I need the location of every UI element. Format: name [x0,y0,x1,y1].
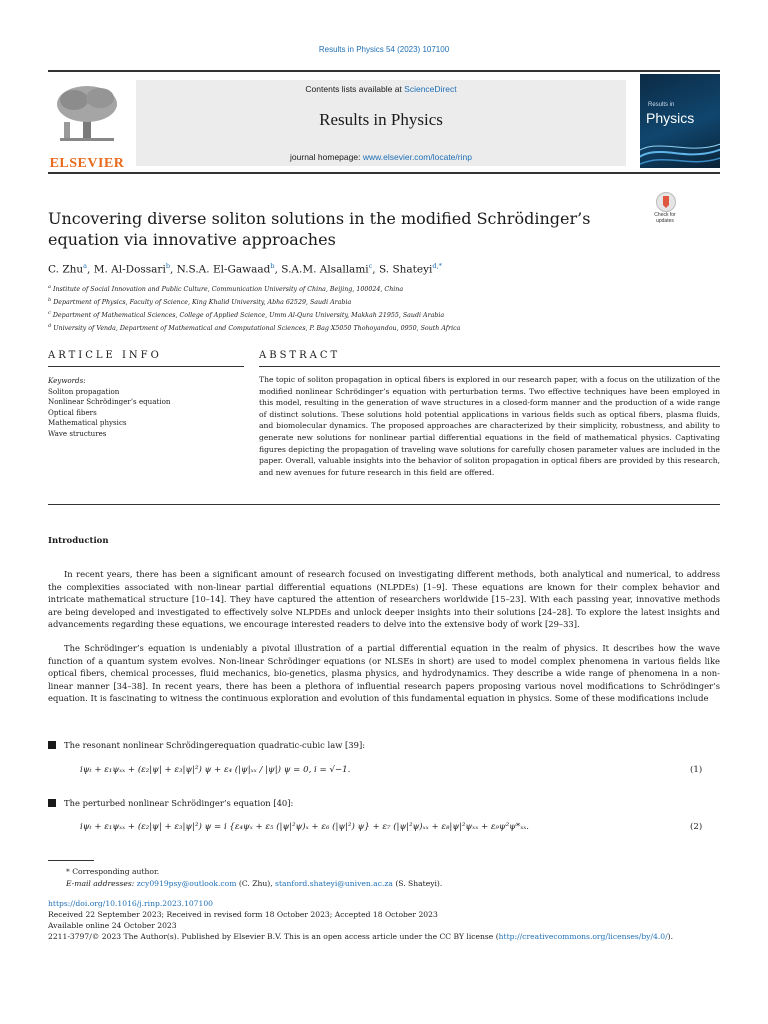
journal-citation-link[interactable]: Results in Physics 54 (2023) 107100 [318,45,450,54]
divider [259,366,720,367]
keyword: Optical fibers [48,407,97,417]
author-affil-marker[interactable]: a [83,262,88,270]
author-name[interactable]: S. Shateyi [378,263,433,276]
publisher-logo-text: ELSEVIER [49,156,125,171]
article-title: Uncovering diverse soliton solutions in the modified Schrödinger’s equation via innovative approaches [48,209,591,249]
keyword: Nonlinear Schrödinger’s equation [48,397,171,406]
abstract-text: The topic of soliton propagation in optical fibers is explored in our research paper, with a focus on the utilization of the modified nonlinear Schrödinger’s equation with perturbation terms. Two effective techniques have been employed in this model, resulting in the generation of wave structures in a closed-form manner and the production of a wide range of distinct solutions. These solutions hold potential applications in various fields such as optical fibers, plasma fluids, and biomolecular dynamics. The proposed approaches are characterized by their simplicity, robustness, and ability to generate new solutions for nonlinear partial differential equations in the field of mathematical physics. Captivating figures depicting the propagation of traveling wave solutions for carefully chosen parameter values are included in the paper. Overall, valuable insights into the behavior of soliton propagation in optical fibers are provided by this research, and new avenues for future research in this field are offered. [259,375,720,477]
affiliation: $^b$ Department of Physics, Faculty of Science, King Khalid University, Abha 62529, Saudi Arabia [48,297,352,307]
author-list: C. Zhu$^a$, M. Al-Dossari$^b$, N.S.A. El-Gawaad$^b$, S.A.M. Alsallami$^c$, S. Shateyi$^{d,*}$ [48,262,442,276]
list-item-text: The perturbed nonlinear Schrödinger’s equation [40]: [64,798,294,808]
email-label: E-mail addresses: [66,879,135,888]
footnotes [66,866,442,890]
equation-2: iψₜ + ε₁ψₓₓ + (ε₂|ψ| + ε₃|ψ|²) ψ = i {ε₄ψₓ + ε₅ (|ψ|²ψ)ₓ + ε₆ (|ψ|²) ψ} + ε₇ (|ψ|²ψ)ₓₓ + ε₈|ψ|²ψₓₓ + ε₉ψ²ψ*ₓₓ. [80,822,530,832]
license-link[interactable]: http://creativecommons.org/licenses/by/4.0/ [498,932,668,941]
equation-number: (1) [690,765,703,775]
journal-cover [640,74,720,168]
homepage-link[interactable]: www.elsevier.com/locate/rinp [362,152,472,162]
email-line [66,878,442,890]
homepage-line [136,152,626,162]
sciencedirect-link[interactable]: ScienceDirect [404,84,457,94]
list-item [48,798,293,808]
keyword: Wave structures [48,428,107,438]
corresponding-author-note: * Corresponding author. [66,867,160,876]
masthead [48,70,720,174]
article-info-heading: ARTICLE INFO [48,350,162,361]
homepage-prefix: journal homepage: [290,152,363,162]
email-owner: (S. Shateyi). [395,879,443,888]
journal-name: Results in Physics [319,110,443,129]
divider [48,504,720,505]
journal-citation[interactable] [0,45,768,54]
affiliation: $^d$ University of Venda, Department of Mathematical and Computational Sciences, P. Bag X5050 Thohoyandou, 0950, South Africa [48,323,461,333]
list-item-text: The resonant nonlinear Schrödingerequation quadratic-cubic law [39]: [64,740,366,750]
email-link[interactable]: stanford.shateyi@univen.ac.za [275,879,393,888]
keywords-label: Keywords: [48,376,86,385]
license-line: 2211-3797/© 2023 The Author(s). Published by Elsevier B.V. This is an open access article under the CC BY license (http://creativecommons.org/licenses/by/4.0/). [48,932,674,941]
journal-info-box [136,80,626,166]
crossmark-label: Check for updates [654,212,676,224]
author-affil-marker[interactable]: b [270,262,275,270]
author-name[interactable]: M. Al-Dossari [93,263,166,276]
email-owner: (C. Zhu), [238,879,273,888]
email-link[interactable]: zcy0919psy@outlook.com [136,879,237,888]
author-affil-marker[interactable]: b [165,262,170,270]
author-name[interactable]: N.S.A. El-Gawaad [176,263,271,276]
divider [48,366,244,367]
bullet-square-icon [48,741,56,749]
bullet-square-icon [48,799,56,807]
equation-1: iψₜ + ε₁ψₓₓ + (ε₂|ψ| + ε₃|ψ|²) ψ + ε₄ (|ψ|ₓₓ / |ψ|) ψ = 0, i = √−1. [80,765,351,775]
elsevier-logo [48,78,128,171]
contents-line [136,84,626,94]
abstract-heading: ABSTRACT [259,350,341,361]
contents-prefix: Contents lists available at [305,84,405,94]
keyword: Soliton propagation [48,386,120,396]
doi-link[interactable]: https://doi.org/10.1016/j.rinp.2023.107100 [48,899,214,908]
paragraph: In recent years, there has been a significant amount of research focused on investigating different methods, both analytical and numerical, to address the complexities associated with non-linear partial differential equations (NLPDEs) [1–9]. These equations are known for their complex behavior and intricate mathematical structure [10–14]. They have captured the attention of researchers worldwide [15–23]. With each passing year, innovative methods are being developed and investigated to effectively solve NLPDEs and unlock deeper insights into their solutions [24–28]. To explore the latest insights and advancements regarding these equations, we encourage interested readers to delve into the extensive body of work [29–33]. [48,569,720,630]
author-affil-marker[interactable]: c [368,262,373,270]
author-name[interactable]: S.A.M. Alsallami [281,263,369,276]
cover-small-text: Results in [648,102,675,108]
equation-number: (2) [690,822,703,832]
publication-info [48,898,728,942]
section-heading-introduction: Introduction [48,536,109,546]
online-date: Available online 24 October 2023 [48,921,177,930]
affiliation-list [48,282,728,334]
cover-title: Physics [646,110,695,126]
keyword: Mathematical physics [48,418,127,427]
affiliation: $^a$ Institute of Social Innovation and Public Culture, Communication University of China, Beijing, 100024, China [48,284,404,294]
paragraph: The Schrödinger’s equation is undeniably a pivotal illustration of a partial differential equation in the realm of physics. It describes how the wave function of a quantum system evolves. Non-linear Schrödinger equations (or NLSEs in short) are used to model complex phenomena in various fields like optical fibers, chemical processes, fluid mechanics, bio-genetics, plasma physics, and hydrodynamics. They describe a wide range of phenomena in a non-linear manner [34–38]. In recent years, there has been a plethora of influential research papers proposing various novel modifications to Schrödinger’s equation. It is fascinating to witness the continuous exploration and evolution of this fundamental equation in physics. Some of these modifications include [48,643,720,704]
footnote-divider [48,860,94,861]
cover-swirl-icon [640,124,720,168]
keywords-block [48,376,244,439]
received-dates: Received 22 September 2023; Received in revised form 18 October 2023; Accepted 18 October 2023 [48,910,438,919]
tree-logo-icon [52,82,122,144]
affiliation: $^c$ Department of Mathematical Sciences, College of Applied Science, Umm Al-Qura University, Makkah 21955, Saudi Arabia [48,310,445,320]
list-item [48,740,365,750]
author-name[interactable]: C. Zhu [48,263,84,276]
crossmark-icon [656,192,676,212]
check-for-updates-badge[interactable] [648,192,682,230]
author-affil-marker[interactable]: d,* [432,262,442,270]
